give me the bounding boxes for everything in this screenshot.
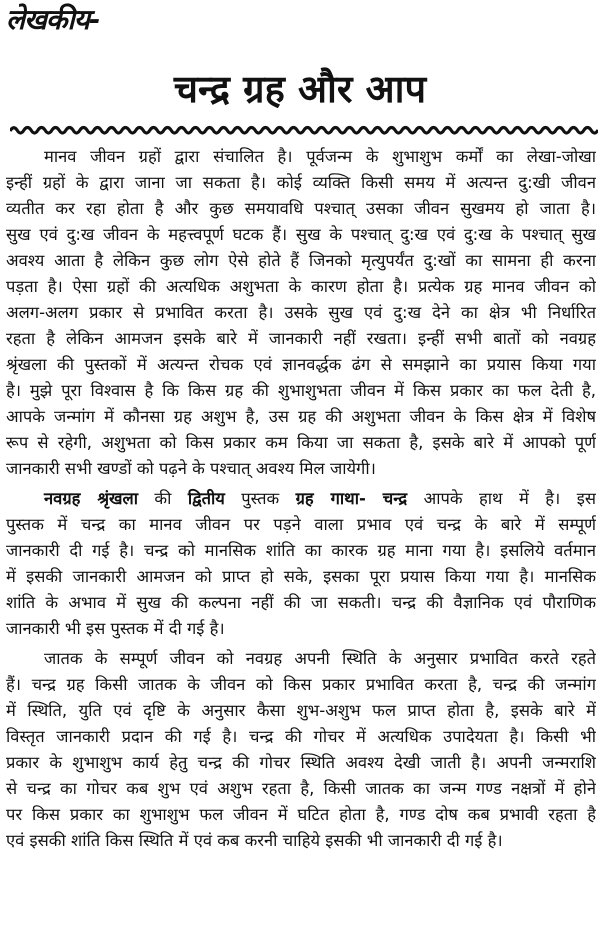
section-kicker: लेखकीय- [6, 3, 100, 36]
paragraph-moon-details [6, 646, 596, 854]
paragraph-book-series [6, 486, 596, 642]
bold-text: द्वितीय [187, 489, 225, 508]
text-segment: पुस्तक [224, 489, 296, 508]
paragraph-line: मानव जीवन ग्रहों द्वारा संचालित है। पूर्वजन्म के शुभाशुभ कर्मों का लेखा-जोखा [44, 147, 596, 166]
paragraph-line: श्रृंखला की पुस्तकों में अत्यन्त रोचक एवं ज्ञानवर्द्धक ढंग से समझाने का प्रयास किया गया [6, 355, 596, 374]
text-segment: आपके हाथ में है। इस [407, 489, 596, 508]
paragraph-line: जातक के सम्पूर्ण जीवन को नवग्रह अपनी स्थिति के अनुसार प्रभावित करते रहते [44, 649, 596, 668]
paragraph-line: हैं। चन्द्र ग्रह किसी जातक के जीवन को किस प्रकार प्रभावित करता है, चन्द्र की जन्मांग [6, 675, 596, 694]
paragraph-line: है। मुझे पूरा विश्वास है कि किस ग्रह की शुभाशुभता जीवन में किस प्रकार का फल देती है, [6, 381, 596, 400]
paragraph-intro [6, 144, 596, 482]
text-segment: की [137, 489, 188, 508]
paragraph-line: अलग-अलग प्रकार से प्रभावित करता है। उसके सुख एवं दु:ख देने का क्षेत्र भी निर्धारित [6, 303, 596, 322]
paragraph-line: पुस्तक में चन्द्र का मानव जीवन पर पड़ने वाला प्रभाव एवं चन्द्र के बारे में सम्पूर्ण [6, 515, 596, 534]
bold-text: ग्रह गाथा- चन्द्र [295, 489, 408, 508]
paragraph-line: पर किस प्रकार का शुभाशुभ फल जीवन में घटित होता है, गण्ड दोष कब प्रभावी रहता है [6, 805, 596, 824]
paragraph-line: सुख एवं दु:ख जीवन के महत्त्वपूर्ण घटक हैं। सुख के पश्चात् दु:ख एवं दु:ख के पश्चात् सुख [6, 225, 596, 244]
paragraph-line: रहता है लेकिन आमजन इसके बारे में जानकारी नहीं रखता। इन्हीं सभी बातों को नवग्रह [6, 329, 596, 348]
paragraph-line: जानकारी भी इस पुस्तक में दी गई है। [6, 619, 225, 638]
paragraph-line: विस्तृत जानकारी प्रदान की गई है। चन्द्र की गोचर में अत्यधिक उपादेयता है। किसी भी [6, 727, 596, 746]
paragraph-line: में इसकी जानकारी आमजन को प्राप्त हो सके, इसका पूरा प्रयास किया गया है। मानसिक [6, 567, 596, 586]
page-title: चन्द्र ग्रह और आप [173, 67, 427, 111]
paragraph-line: एवं इसकी शांति किस स्थिति में एवं कब करनी चाहिये इसकी भी जानकारी दी गई है। [6, 831, 503, 850]
paragraph-line: इन्हीं ग्रहों के द्वारा जाना जा सकता है। कोई व्यक्ति किसी समय में अत्यन्त दु:खी जीवन [6, 173, 596, 192]
paragraph-line: अवश्य आता है लेकिन कुछ लोग ऐसे होते हैं जिनको मृत्युपर्यंत दु:खों का सामना ही करना [6, 251, 596, 270]
paragraph-line: प्रकार के शुभाशुभ कार्य हेतु चन्द्र की गोचर स्थिति अवश्य देखी जाती है। अपनी जन्मराशि [6, 753, 596, 772]
paragraph-line: पड़ता है। ऐसा ग्रहों की अत्यधिक अशुभता के कारण होता है। प्रत्येक ग्रह मानव जीवन को [6, 277, 596, 296]
paragraph-line: शांति के अभाव में सुख की कल्पना नहीं की जा सकती। चन्द्र की वैज्ञानिक एवं पौराणिक [6, 593, 596, 612]
bold-text: नवग्रह श्रृंखला [44, 489, 138, 508]
paragraph-line: में स्थिति, युति एवं दृष्टि के अनुसार कैसा शुभ-अशुभ फल प्राप्त होता है, इसके बारे में [6, 701, 596, 720]
paragraph-line: जानकारी सभी खण्डों को पढ़ने के पश्चात् अवश्य मिल जायेगी। [6, 459, 376, 478]
paragraph-line [6, 486, 596, 512]
paragraph-line: जानकारी दी गई है। चन्द्र को मानसिक शांति का कारक ग्रह माना गया है। इसलिये वर्तमान [6, 541, 596, 560]
wavy-divider [10, 122, 598, 138]
paragraph-line: रूप से रहेगी, अशुभता को किस प्रकार कम किया जा सकता है, इसके बारे में आपको पूर्ण [6, 433, 596, 452]
paragraph-line: आपके जन्मांग में कौनसा ग्रह अशुभ है, उस ग्रह की अशुभता जीवन के किस क्षेत्र में विशेष [6, 407, 596, 426]
article-body [6, 144, 596, 858]
paragraph-line: से चन्द्र का गोचर कब शुभ एवं अशुभ रहता है, किसी जातक का जन्म गण्ड नक्षत्रों में होने [6, 779, 596, 798]
paragraph-line: व्यतीत कर रहा होता है और कुछ समयावधि पश्चात् उसका जीवन सुखमय हो जाता है। [6, 199, 596, 218]
